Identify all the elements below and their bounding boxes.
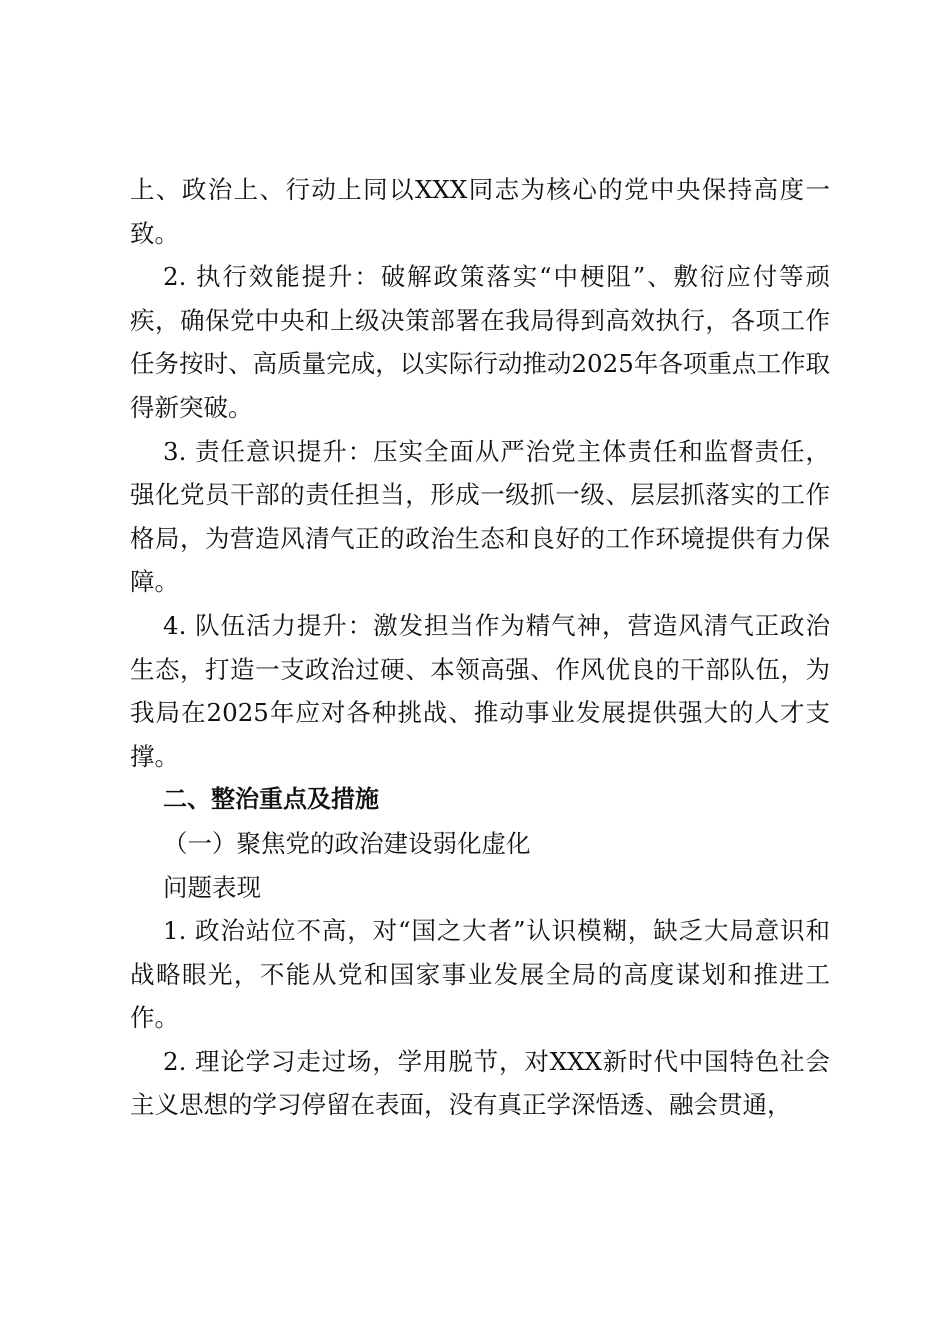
problem-label: 问题表现 xyxy=(163,872,261,902)
subsection-heading: （一）聚焦党的政治建设弱化虚化 xyxy=(163,828,531,858)
problem-item-1: 1. 政治站位不高，对“国之大者”认识模糊，缺乏大局意识和战略眼光，不能从党和国家事业发展全局的高度谋划和推进工作。 xyxy=(130,916,830,1033)
paragraph-team-vitality: 4. 队伍活力提升：激发担当作为精气神，营造风清气正政治生态，打造一支政治过硬、本领高强、作风优良的干部队伍，为我局在2025年应对各种挑战、推动事业发展提供强大的人才支撑。 xyxy=(130,610,830,771)
paragraph-execution-efficiency: 2. 执行效能提升：破解政策落实“中梗阻”、敷衍应付等顽疾，确保党中央和上级决策部署在我局得到高效执行，各项工作任务按时、高质量完成，以实际行动推动2025年各项重点工作取得新突破。 xyxy=(130,262,830,422)
problem-item-2: 2. 理论学习走过场，学用脱节，对XXX新时代中国特色社会主义思想的学习停留在表面，没有真正学深悟透、融会贯通， xyxy=(130,1046,830,1120)
paragraph-responsibility-awareness: 3. 责任意识提升：压实全面从严治党主体责任和监督责任，强化党员干部的责任担当，形成一级抓一级、层层抓落实的工作格局，为营造风清气正的政治生态和良好的工作环境提供有力保障。 xyxy=(130,436,830,597)
paragraph-continuation: 上、政治上、行动上同以XXX同志为核心的党中央保持高度一致。 xyxy=(130,175,830,248)
document-body xyxy=(130,168,830,1127)
section-heading: 二、整治重点及措施 xyxy=(163,785,379,814)
